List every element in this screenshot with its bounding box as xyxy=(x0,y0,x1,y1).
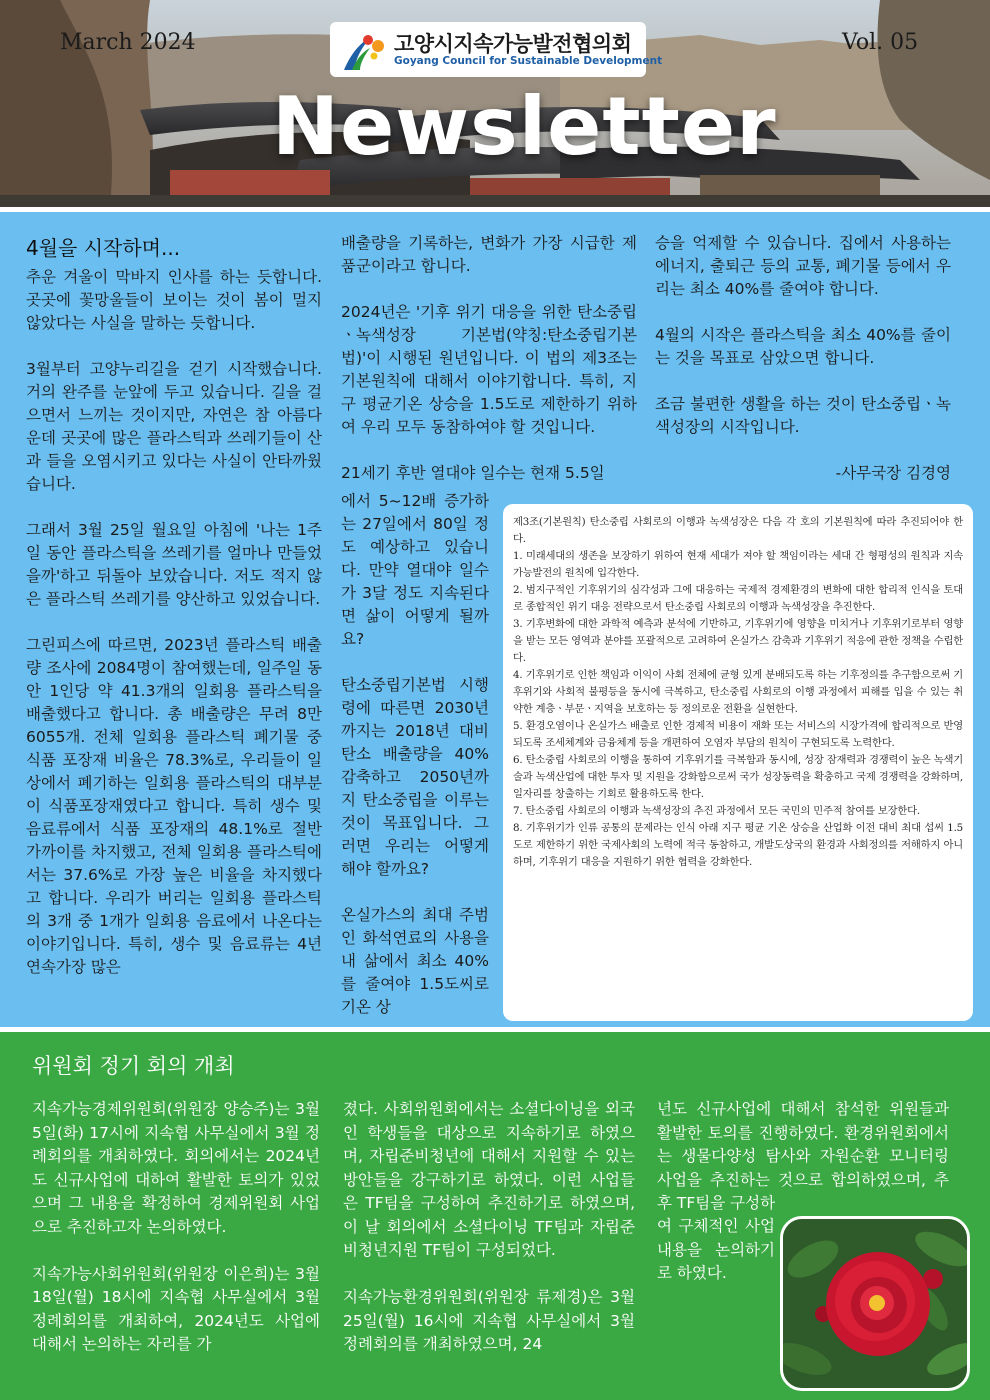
law-clause: 7. 탄소중립 사회로의 이행과 녹색성장의 추진 과정에서 모든 국민의 민주적 참여를 보장한다. xyxy=(513,805,920,817)
meetings-column-3 xyxy=(657,1098,949,1216)
org-logo xyxy=(330,22,663,77)
paragraph: 지속가능사회위원회(위원장 이은희)는 3월 18일(월) 18시에 지속협 사무실에서 3월 정례회의를 개최하여, 2024년도 사업에 대해서 논의하는 자리를 가 xyxy=(32,1264,320,1353)
paragraph: 여 구체적인 사업내용을 논의하기로 하였다. xyxy=(657,1217,775,1282)
camellia-photo xyxy=(780,1216,970,1391)
paragraph: 온실가스의 최대 주범인 화석연료의 사용을 내 삶에서 최소 40%를 줄여야 1.5도씨로 기온 상 xyxy=(341,906,489,1016)
paragraph: 추운 겨울이 막바지 인사를 하는 듯합니다. 곳곳에 꽃망울들이 보이는 것이 봄이 멀지 않았다는 사실을 말하는 듯합니다. xyxy=(26,268,322,332)
paragraph-lead: 21세기 후반 열대야 일수는 현재 5.5일 xyxy=(341,464,605,482)
law-article-intro: 제3조(기본원칙) 탄소중립 사회로의 이행과 녹색성장은 다음 각 호의 기본원칙에 따라 추진되어야 한다. xyxy=(513,516,963,545)
editorial-title: 4월을 시작하며... xyxy=(26,236,181,260)
issue-date: March 2024 xyxy=(60,30,196,55)
org-emblem-icon xyxy=(338,26,386,74)
paragraph: 배출량을 기록하는, 변화가 가장 시급한 제품군이라고 합니다. xyxy=(341,234,637,275)
editorial-column-2-top xyxy=(341,232,637,485)
masthead-title: Newsletter xyxy=(272,80,777,173)
editorial-column-2-narrow xyxy=(341,490,489,1019)
author-signature: -사무국장 김경영 xyxy=(835,464,951,482)
paragraph: 3월부터 고양누리길을 걷기 시작했습니다. 거의 완주를 눈앞에 두고 있습니다. 길을 걸으면서 느끼는 것이지만, 자연은 참 아름다운데 곳곳에 많은 플라스틱과 쓰레기들이 산과 들을 오염시키고 있다는 사실이 안타까웠습니다. xyxy=(26,360,322,493)
issue-volume: Vol. 05 xyxy=(842,30,919,55)
paragraph: 에서 5~12배 증가하는 27일에서 80일 정도 예상하고 있습니다. 만약 열대야 일수가 3달 정도 지속된다면 삶이 어떻게 될까요? xyxy=(341,492,489,648)
paragraph: 지속가능환경위원회(위원장 류제경)은 3월 25일(월) 16시에 지속협 사무실에서 3월 정례회의를 개최하였으며, 24 xyxy=(343,1288,635,1353)
law-article-box xyxy=(503,504,973,1021)
editorial-column-1 xyxy=(26,266,322,979)
paragraph: 탄소중립기본법 시행령에 따른면 2030년까지는 2018년 대비 탄소 배출량을 40% 감축하고 2050년까지 탄소중립을 이루는 것이 목표입니다. 그러면 우리는 어떻게 해야 할까요? xyxy=(341,676,489,878)
paragraph: 2024년은 '기후 위기 대응을 위한 탄소중립ㆍ녹색성장 기본법(약칭:탄소중립기본법)'이 시행된 원년입니다. 이 법의 제3조는 기본원칙에 대해서 이야기합니다. 특히, 지구 평균기온 상승을 1.5도로 제한하기 위하여 우리 모두 동참하여야 할 것입니다. xyxy=(341,303,637,436)
paragraph: 승을 억제할 수 있습니다. 집에서 사용하는 에너지, 출퇴근 등의 교통, 폐기물 등에서 우리는 최소 40%를 줄여야 합니다. xyxy=(655,234,951,298)
org-name-english: Goyang Council for Sustainable Development xyxy=(394,55,663,67)
paragraph: 조금 불편한 생활을 하는 것이 탄소중립ㆍ녹색성장의 시작입니다. xyxy=(655,395,951,436)
law-clause: 4. 기후위기로 인한 책임과 이익이 사회 전체에 균형 있게 분배되도록 하는 기후정의를 추구함으로써 기후위기와 사회적 불평등을 동시에 극복하고, 탄소중립 사회로의 이행 과정에서 피해를 입을 수 있는 취약한 계층ㆍ부문ㆍ지역을 보호하는 등 정의로운 전환을 실현한다. xyxy=(513,669,963,715)
law-clause: 8. 기후위기가 인류 공통의 문제라는 인식 아래 지구 평균 기온 상승을 산업화 이전 대비 최대 섭씨 1.5도로 제한하기 위한 국제사회의 노력에 적극 동참하고, 개발도상국의 환경과 사회정의를 저해하지 아니하며, 기후위기 대응을 지원하기 위한 협력을 강화한다. xyxy=(513,822,963,868)
paragraph: 지속가능경제위원회(위원장 양승주)는 3월 5일(화) 17시에 지속협 사무실에서 3월 정례회의를 개최하였다. 회의에서는 2024년도 신규사업에 대하여 활발한 토의가 있었으며 그 내용을 확정하여 경제위원회 사업으로 추진하고자 논의하였다. xyxy=(32,1100,320,1236)
newsletter-header xyxy=(0,0,990,207)
camellia-flower-image xyxy=(783,1219,970,1391)
org-name-korean: 고양시지속가능발전협의회 xyxy=(394,32,632,56)
law-clause: 5. 환경오염이나 온실가스 배출로 인한 경제적 비용이 재화 또는 서비스의 시장가격에 합리적으로 반영되도록 조세체계와 금융체계 등을 개편하여 오염자 부담의 원칙이 구현되도록 노력한다. xyxy=(513,720,963,749)
paragraph: 졌다. 사회위원회에서는 소셜다이닝을 외국인 학생들을 대상으로 지속하기로 하였으며, 자립준비청년에 대해서 지원할 수 있는 방안들을 강구하기로 하였다. 이런 사업들은 TF팀을 구성하여 추진하기로 하였으며, 이 날 회의에서 소셜다이닝 TF팀과 자립준비청년지원 TF팀이 구성되었다. xyxy=(343,1100,635,1259)
law-clause: 6. 탄소중립 사회로의 이행을 통하여 기후위기를 극복함과 동시에, 성장 잠재력과 경쟁력이 높은 녹색기술과 녹색산업에 대한 투자 및 지원을 강화함으로써 국가 성장동력을 확충하고 국제 경쟁력을 강화하며, 일자리를 창출하는 기회로 활용하도록 한다. xyxy=(513,754,963,800)
editorial-column-3 xyxy=(655,232,951,485)
meetings-column-1 xyxy=(32,1098,320,1357)
paragraph: 그래서 3월 25일 월요일 아침에 '나는 1주일 동안 플라스틱을 쓰레기를 얼마나 만들었을까'하고 뒤돌아 보았습니다. 저도 적지 않은 플라스틱 쓰레기를 양산하고 있었습니다. xyxy=(26,521,322,608)
law-clause: 2. 범지구적인 기후위기의 심각성과 그에 대응하는 국제적 경제환경의 변화에 대한 합리적 인식을 토대로 종합적인 위기 대응 전략으로서 탄소중립 사회로의 이행과 녹색성장을 추진한다. xyxy=(513,584,963,613)
law-clause: 1. 미래세대의 생존을 보장하기 위하여 현재 세대가 져야 할 책임이라는 세대 간 형평성의 원칙과 지속가능발전의 원칙에 입각한다. xyxy=(513,550,963,579)
meetings-column-3-narrow xyxy=(657,1215,775,1286)
paragraph: 4월의 시작은 플라스틱을 최소 40%를 줄이는 것을 목표로 삼았으면 합니다. xyxy=(655,326,951,367)
paragraph: 그린피스에 따르면, 2023년 플라스틱 배출량 조사에 2084명이 참여했는데, 일주일 동안 1인당 약 41.3개의 일회용 플라스틱을 배출했다고 합니다. 총 배출량은 무려 8만 6055개. 전체 일회용 플라스틱 폐기물 중 식품 포장재 비율은 78.3%로, 우리들이 일상에서 폐기하는 일회용 플라스틱의 대부분이 식품포장재였다고 합니다. 특히 생수 및 음료류에서 식품 포장재의 48.1%로 절반 가까이를 차지했고, 전체 일회용 플라스틱에서는 37.6%로 가장 높은 비율을 차지했다고 합니다. 우리가 버리는 일회용 플라스틱의 3개 중 1개가 일회용 음료에서 나온다는 이야기입니다. 특히, 생수 및 음료류는 4년 연속가장 많은 xyxy=(26,636,322,976)
paragraph: 년도 신규사업에 대해서 참석한 위원들과 활발한 토의를 진행하였다. 환경위원회에서는 생물다양성 탐사와 자원순환 모니터링 사업을 추진하는 것으로 합의하였으며, 추후 TF팀을 구성하 xyxy=(657,1100,949,1212)
meetings-title: 위원회 정기 회의 개최 xyxy=(32,1054,235,1078)
law-clause: 3. 기후변화에 대한 과학적 예측과 분석에 기반하고, 기후위기에 영향을 미치거나 기후위기로부터 영향을 받는 모든 영역과 분야를 포괄적으로 고려하여 온실가스 감축과 기후위기 적응에 관한 정책을 수립한다. xyxy=(513,618,963,664)
meetings-column-2 xyxy=(343,1098,635,1357)
